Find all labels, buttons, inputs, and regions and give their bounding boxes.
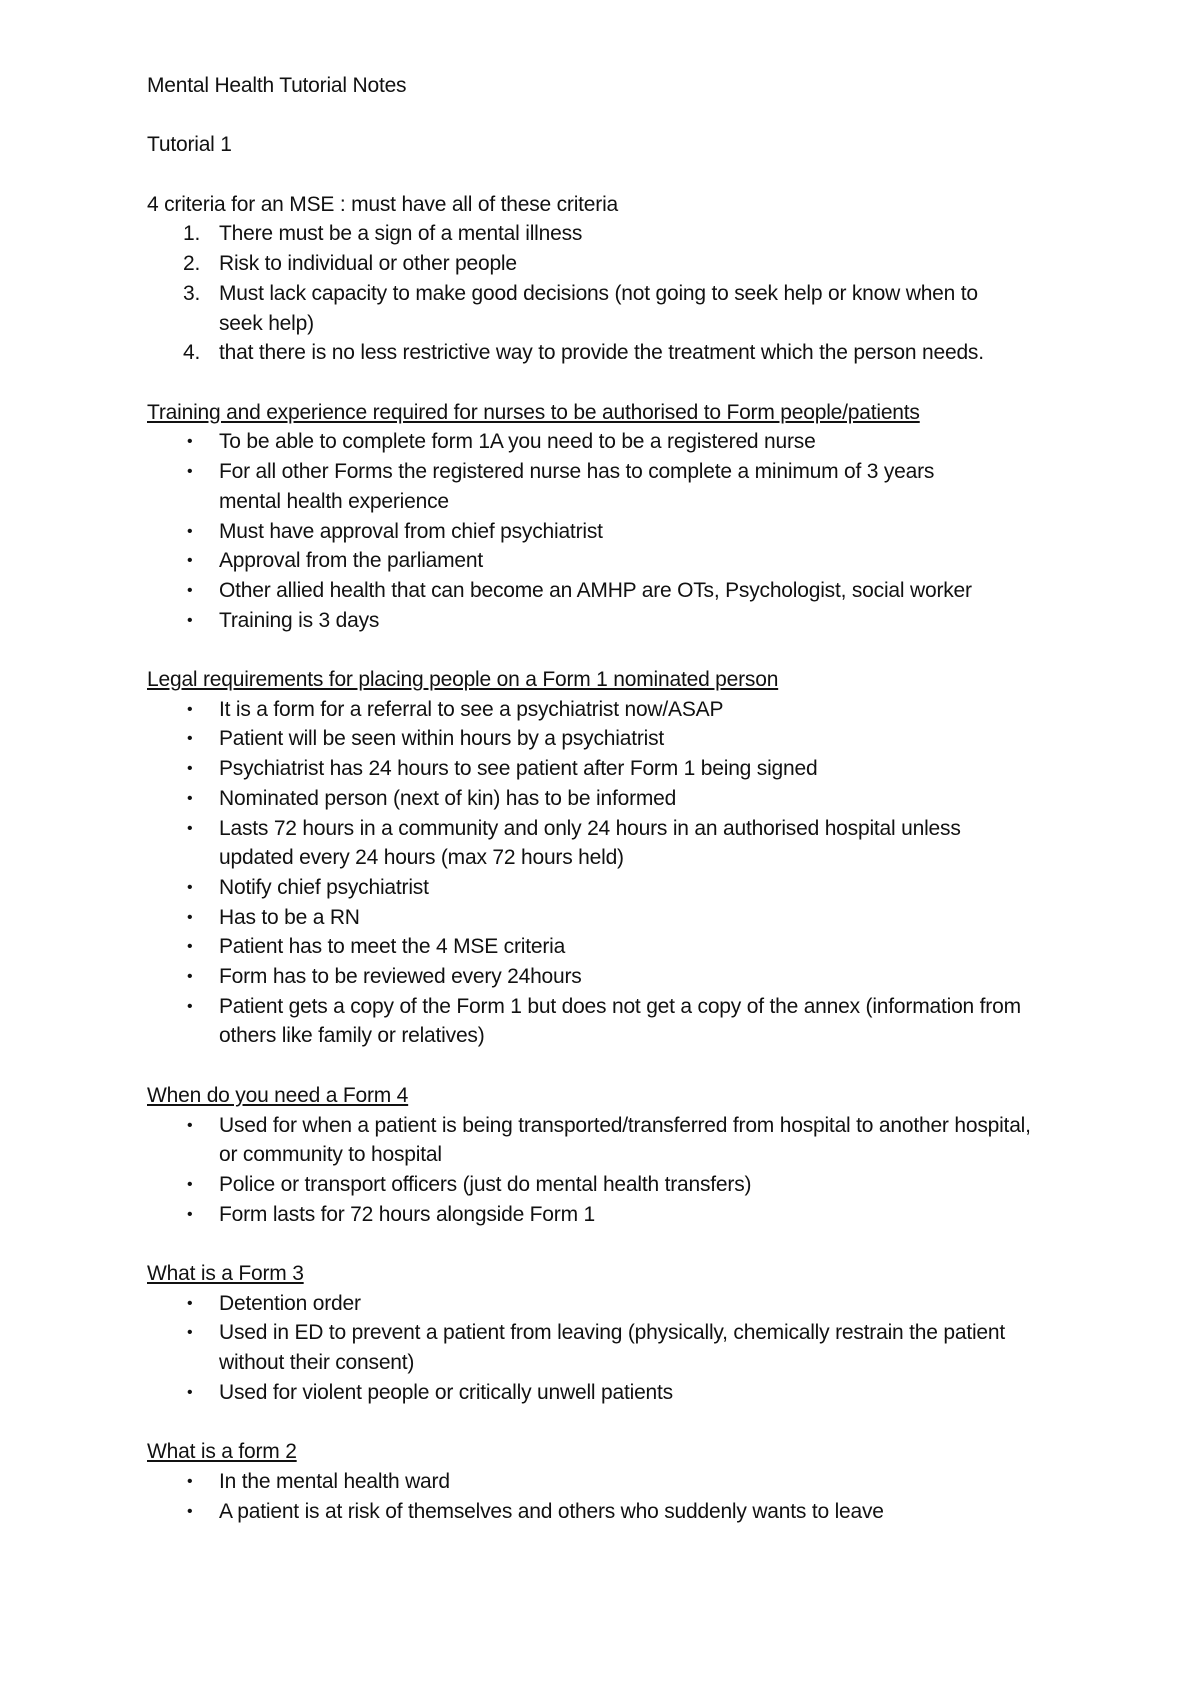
list-item-text: Notify chief psychiatrist [219,875,429,899]
list-item [147,695,1019,725]
section-form-2 [147,1437,1097,1526]
list-item [147,1467,1019,1497]
mse-criteria-list [147,219,1097,368]
bullet-icon: • [187,760,193,778]
list-item [147,754,1019,784]
list-item [147,219,1019,249]
list-item [147,606,1019,636]
list-item-text: Used for violent people or critically unwell patients [219,1380,673,1404]
bullet-icon: • [187,433,193,451]
bullet-icon: • [187,1205,193,1223]
list-item [147,724,1019,754]
list-item-text: Used in ED to prevent a patient from leaving (physically, chemically restrain the patient without their consent) [219,1321,1006,1375]
list-item [147,1170,1019,1200]
list-item-text: Other allied health that can become an AMHP are OTs, Psychologist, social worker [219,578,972,602]
list-item-text: There must be a sign of a mental illness [219,222,583,246]
spacer [147,1051,1097,1081]
list-item-text: Must lack capacity to make good decisions (not going to seek help or know when to seek help) [219,281,978,335]
bullet-icon: • [187,1502,193,1520]
document-content [147,71,1097,1526]
bullet-icon: • [187,700,193,718]
list-number: 1. [183,222,201,246]
bullet-icon: • [187,1324,193,1342]
list-item [147,962,1019,992]
list-item-text: It is a form for a referral to see a psychiatrist now/ASAP [219,697,724,721]
document-title: Mental Health Tutorial Notes [147,74,407,97]
bullet-icon: • [187,581,193,599]
list-item-text: Form lasts for 72 hours alongside Form 1 [219,1202,595,1226]
bullet-icon: • [187,730,193,748]
bullet-list [147,427,1097,635]
list-item [147,1200,1019,1230]
list-item [147,932,1019,962]
list-item-text: Form has to be reviewed every 24hours [219,965,582,989]
list-item [147,576,1099,606]
bullet-icon: • [187,1294,193,1312]
list-item [147,1497,1099,1527]
list-item-text: Used for when a patient is being transported/transferred from hospital to another hospital, or community to hospital [219,1113,1031,1167]
bullet-list [147,695,1097,1051]
spacer [147,1229,1097,1259]
bullet-icon: • [187,1383,193,1401]
spacer [147,635,1097,665]
list-item-text: Must have approval from chief psychiatrist [219,519,603,543]
list-item [147,517,1019,547]
section-heading: Training and experience required for nurses to be authorised to Form people/patients [147,400,920,424]
list-item [147,992,1069,1051]
list-item-text: Patient will be seen within hours by a psychiatrist [219,727,665,751]
bullet-list [147,1111,1097,1230]
list-number: 3. [183,281,201,305]
list-item-text: A patient is at risk of themselves and others who suddenly wants to leave [219,1499,884,1523]
list-number: 2. [183,252,201,276]
list-number: 4. [183,341,201,365]
list-item-text: Risk to individual or other people [219,252,517,276]
list-item [147,546,1019,576]
list-item [147,814,1039,873]
spacer [147,160,1097,190]
list-item [147,249,1019,279]
list-item-text: Police or transport officers (just do mental health transfers) [219,1172,752,1196]
list-item-text: Patient gets a copy of the Form 1 but does not get a copy of the annex (information from others like family or relatives) [219,994,1021,1048]
list-item-text: Nominated person (next of kin) has to be informed [219,786,677,810]
list-item-text: Has to be a RN [219,905,360,929]
bullet-icon: • [187,819,193,837]
list-item-text: Training is 3 days [219,608,380,632]
section-form-3 [147,1259,1097,1408]
bullet-icon: • [187,1116,193,1134]
bullet-icon: • [187,789,193,807]
list-item [147,784,1019,814]
list-item-text: Psychiatrist has 24 hours to see patient after Form 1 being signed [219,757,818,781]
bullet-icon: • [187,878,193,896]
list-item [147,457,999,516]
bullet-icon: • [187,552,193,570]
list-item-text: In the mental health ward [219,1469,450,1493]
list-item-text: that there is no less restrictive way to provide the treatment which the person needs. [219,341,984,365]
list-item [147,1289,1019,1319]
list-item [147,338,1099,368]
list-item-text: Lasts 72 hours in a community and only 24 hours in an authorised hospital unless updated every 24 hours (max 72 hours held) [219,816,961,870]
list-item [147,1318,1029,1377]
list-item [147,1111,1049,1170]
section-training [147,398,1097,636]
list-item-text: Approval from the parliament [219,549,484,573]
bullet-icon: • [187,1175,193,1193]
bullet-icon: • [187,968,193,986]
section-heading: What is a form 2 [147,1440,297,1464]
bullet-icon: • [187,522,193,540]
bullet-list [147,1289,1097,1408]
bullet-icon: • [187,463,193,481]
bullet-icon: • [187,611,193,629]
list-item [147,279,1019,338]
list-item-text: For all other Forms the registered nurse has to complete a minimum of 3 years mental health experience [219,460,935,513]
list-item [147,427,1019,457]
list-item-text: Patient has to meet the 4 MSE criteria [219,935,566,959]
list-item-text: Detention order [219,1291,361,1315]
list-item [147,1378,1019,1408]
bullet-icon: • [187,997,193,1015]
spacer [147,1408,1097,1438]
spacer [147,368,1097,398]
section-form-1 [147,665,1097,1051]
tutorial-heading: Tutorial 1 [147,133,232,157]
section-heading: When do you need a Form 4 [147,1083,409,1107]
bullet-icon: • [187,1472,193,1490]
bullet-list [147,1467,1097,1526]
section-form-4 [147,1081,1097,1230]
spacer [147,101,1097,131]
bullet-icon: • [187,908,193,926]
section-heading: What is a Form 3 [147,1262,304,1286]
list-item [147,873,1019,903]
list-item-text: To be able to complete form 1A you need to be a registered nurse [219,430,816,454]
section-heading: Legal requirements for placing people on a Form 1 nominated person [147,668,779,691]
list-item [147,903,1019,933]
bullet-icon: • [187,938,193,956]
mse-criteria-intro: 4 criteria for an MSE : must have all of these criteria [147,192,619,216]
